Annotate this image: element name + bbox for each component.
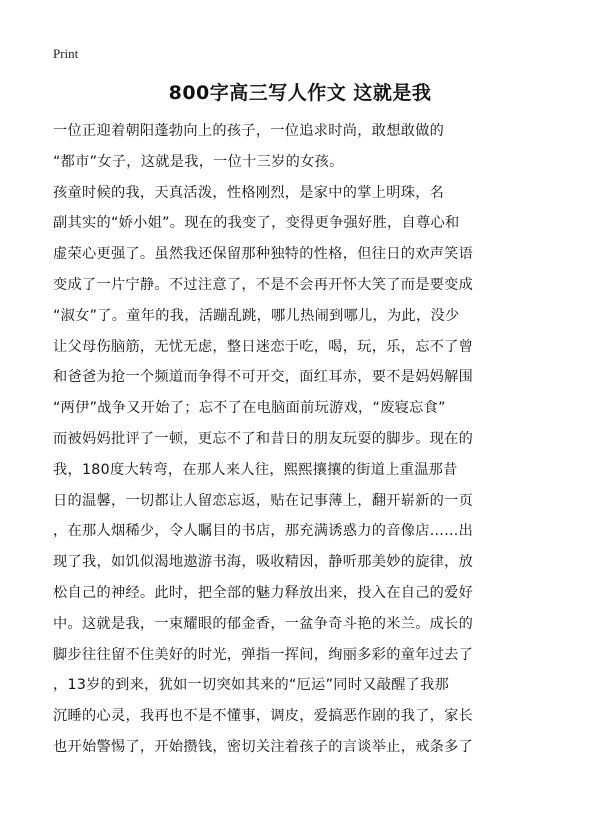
text-line: 和爸爸为抢一个频道而争得不可开交，面红耳赤，要不是妈妈解围: [53, 369, 474, 386]
text-line: 日的温馨，一切都让人留恋忘返，贴在记事薄上，翻开崭新的一页: [53, 492, 474, 509]
text-line: 变成了一片宁静。不过注意了，不是不会再开怀大笑了而是要变成: [53, 276, 474, 293]
text-line: 孩童时候的我，天真活泼，性格刚烈，是家中的掌上明珠，名: [53, 184, 445, 201]
text-line: 现了我，如饥似渴地遨游书海，吸收精因，静听那美妙的旋律，放: [53, 554, 474, 571]
text-line: “淑女”了。童年的我，活蹦乱跳，哪儿热闹到哪儿，为此，没少: [53, 307, 460, 324]
text-line: 副其实的“娇小姐”。现在的我变了，变得更争强好胜，自尊心和: [53, 215, 460, 232]
text-line: “都市”女子，这就是我，一位十三岁的女孩。: [53, 153, 344, 170]
text-line: 一位正迎着朝阳蓬勃向上的孩子，一位追求时尚，敢想敢做的: [53, 123, 445, 139]
print-label: Print: [53, 46, 79, 61]
text-line: 也开始警惕了，开始攒钱，密切关注着孩子的言谈举止，戒条多了: [53, 738, 474, 755]
text-line: ，13岁的到来，犹如一切突如其来的“厄运”同时又敲醒了我那: [53, 677, 450, 694]
text-line: “两伊”战争又开始了；忘不了在电脑面前玩游戏，“废寝忘食”: [53, 400, 446, 417]
text-line: 虚荣心更强了。虽然我还保留那种独特的性格，但往日的欢声笑语: [53, 246, 474, 263]
page-title: 800字高三写人作文 这就是我: [168, 82, 432, 104]
text-line: ，在那人烟稀少，令人瞩目的书店，那充满诱惑力的音像店……出: [53, 523, 474, 540]
text-line: 松自己的神经。此时，把全部的魅力释放出来，投入在自己的爱好: [53, 584, 474, 601]
text-line: 脚步往往留不住美好的时光，弹指一挥间，绚丽多彩的童年过去了: [53, 646, 474, 663]
essay-body: [53, 116, 474, 763]
text-line: 中。这就是我，一束耀眼的郁金香，一盆争奇斗艳的米兰。成长的: [53, 615, 474, 632]
text-line: 沉睡的心灵，我再也不是不懂事，调皮，爱搞恶作剧的我了，家长: [53, 708, 474, 725]
text-line: 让父母伤脑筋，无忧无虑，整日迷恋于吃，喝，玩，乐，忘不了曾: [53, 338, 474, 355]
text-line: 我，180度大转弯，在那人来人往，熙熙攘攘的街道上重温那昔: [53, 461, 458, 478]
text-line: 而被妈妈批评了一顿，更忘不了和昔日的朋友玩耍的脚步。现在的: [53, 430, 474, 447]
